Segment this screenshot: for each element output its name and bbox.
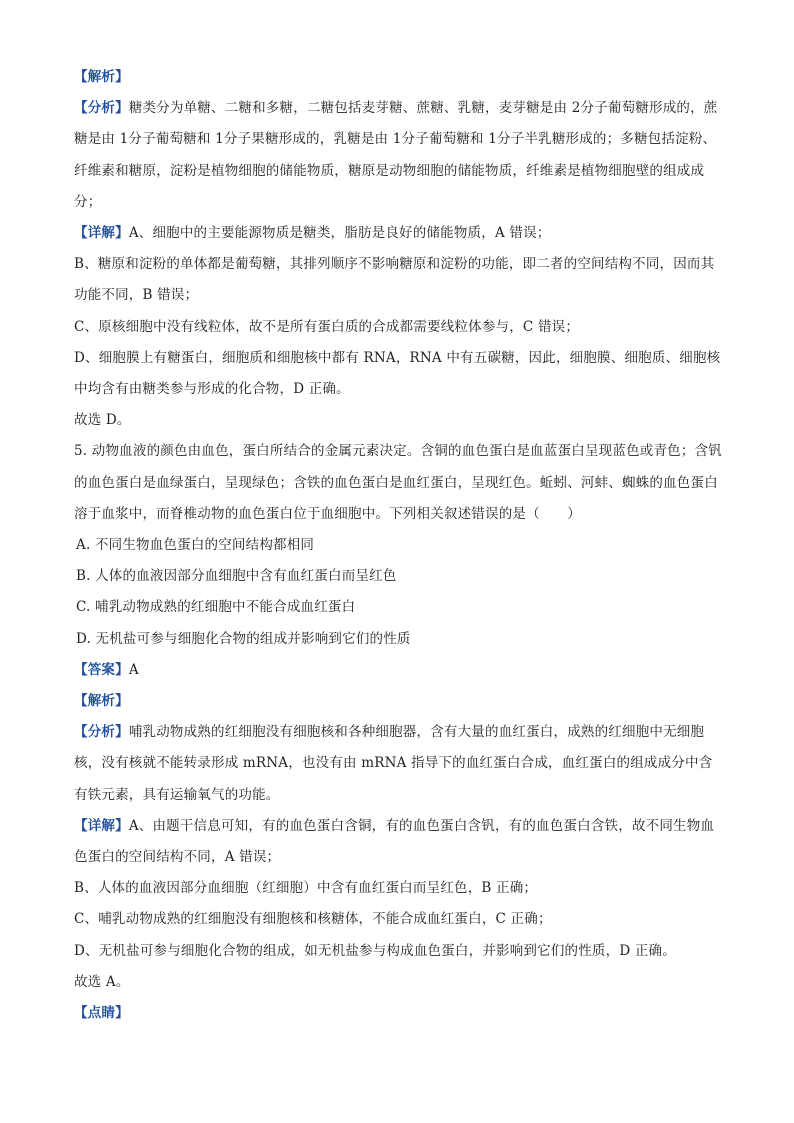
xiangjie-paragraph-2b: B、人体的血液因部分血细胞（红细胞）中含有血红蛋白而呈红色，B 正确； (74, 880, 538, 897)
answer-value: A (128, 661, 139, 678)
option-d: D. 无机盐可参与细胞化合物的组成并影响到它们的性质 (76, 630, 411, 647)
answer-tag: 【答案】 (74, 661, 129, 678)
analysis-tag: 【解析】 (74, 69, 129, 85)
xiangjie-paragraph-c: C、原核细胞中没有线粒体，故不是所有蛋白质的合成都需要线粒体参与，C 错误； (74, 318, 580, 335)
fenxi-paragraph (74, 93, 724, 218)
option-a: A. 不同生物血色蛋白的空间结构都相同 (76, 537, 315, 554)
xiangjie-paragraph-2d: D、无机盐可参与细胞化合物的组成，如无机盐参与构成血色蛋白，并影响到它们的性质，D 正确。 (74, 942, 676, 959)
answer-line (74, 655, 724, 686)
fenxi-text-2: 哺乳动物成熟的红细胞没有细胞核和各种细胞器，含有大量的血红蛋白，成熟的红细胞中无细胞核，没有核就不能转录形成 mRNA，也没有由 mRNA 指导下的血红蛋白合成，血红蛋白的组成成分中含有铁元素，具有运输氧气的功能。 (74, 724, 713, 803)
analysis-heading-2 (74, 686, 724, 717)
conclusion-2: 故选 A。 (74, 973, 130, 990)
dianjing-tag: 【点睛】 (74, 1005, 129, 1022)
analysis-heading (74, 62, 724, 93)
xiangjie-a-text: A、细胞中的主要能源物质是糖类，脂肪是良好的储能物质，A 错误； (128, 225, 551, 242)
xiangjie-paragraph-2a (74, 811, 724, 873)
xiangjie-paragraph-d: D、细胞膜上有糖蛋白，细胞质和细胞核中都有 RNA，RNA 中有五碳糖，因此，细胞膜、细胞质、细胞核中均含有由糖类参与形成的化合物，D 正确。 (74, 349, 721, 398)
xiangjie-paragraph-b: B、糖原和淀粉的单体都是葡萄糖，其排列顺序不影响糖原和淀粉的功能，即二者的空间结构不同，因而其功能不同，B 错误； (74, 256, 715, 304)
question-5-stem: 5. 动物血液的颜色由血色，蛋白所结合的金属元素决定。含铜的血色蛋白是血蓝蛋白呈现蓝色或青色；含钒的血色蛋白是血绿蛋白，呈现绿色；含铁的血色蛋白是血红蛋白，呈现红色。蚯蚓、河蚌、蜘蛛的血色蛋白溶于血浆中，而脊椎动物的血色蛋白位于血细胞中。下列相关叙述错误的是（ ） (74, 443, 722, 522)
option-b: B. 人体的血液因部分血细胞中含有血红蛋白而呈红色 (76, 568, 397, 585)
xiangjie-tag-2: 【详解】 (74, 817, 129, 834)
xiangjie-paragraph-a (74, 218, 724, 249)
option-c: C. 哺乳动物成熟的红细胞中不能合成血红蛋白 (76, 599, 356, 616)
xiangjie-paragraph-2c: C、哺乳动物成熟的红细胞没有细胞核和核糖体，不能合成血红蛋白，C 正确； (74, 911, 552, 928)
conclusion-1: 故选 D。 (74, 412, 131, 429)
fenxi-tag-2: 【分析】 (74, 724, 129, 741)
dianjing-heading (74, 998, 724, 1029)
content-body (74, 62, 724, 1029)
fenxi-paragraph-2 (74, 717, 724, 811)
fenxi-text: 糖类分为单糖、二糖和多糖，二糖包括麦芽糖、蔗糖、乳糖，麦芽糖是由 2分子葡萄糖形成的，蔗糖是由 1分子葡萄糖和 1分子果糖形成的，乳糖是由 1分子葡萄糖和 1分子半乳糖形成的；多糖包括淀粉、纤维素和糖原，淀粉是植物细胞的储能物质，糖原是动物细胞的储能物质，纤维素是植物细胞壁的组成成分； (74, 100, 718, 210)
fenxi-tag: 【分析】 (74, 100, 129, 117)
analysis-tag-2: 【解析】 (74, 693, 129, 710)
xiangjie-2a-text: A、由题干信息可知，有的血色蛋白含铜，有的血色蛋白含钒，有的血色蛋白含铁，故不同生物血色蛋白的空间结构不同，A 错误； (74, 817, 715, 866)
xiangjie-tag: 【详解】 (74, 225, 129, 242)
